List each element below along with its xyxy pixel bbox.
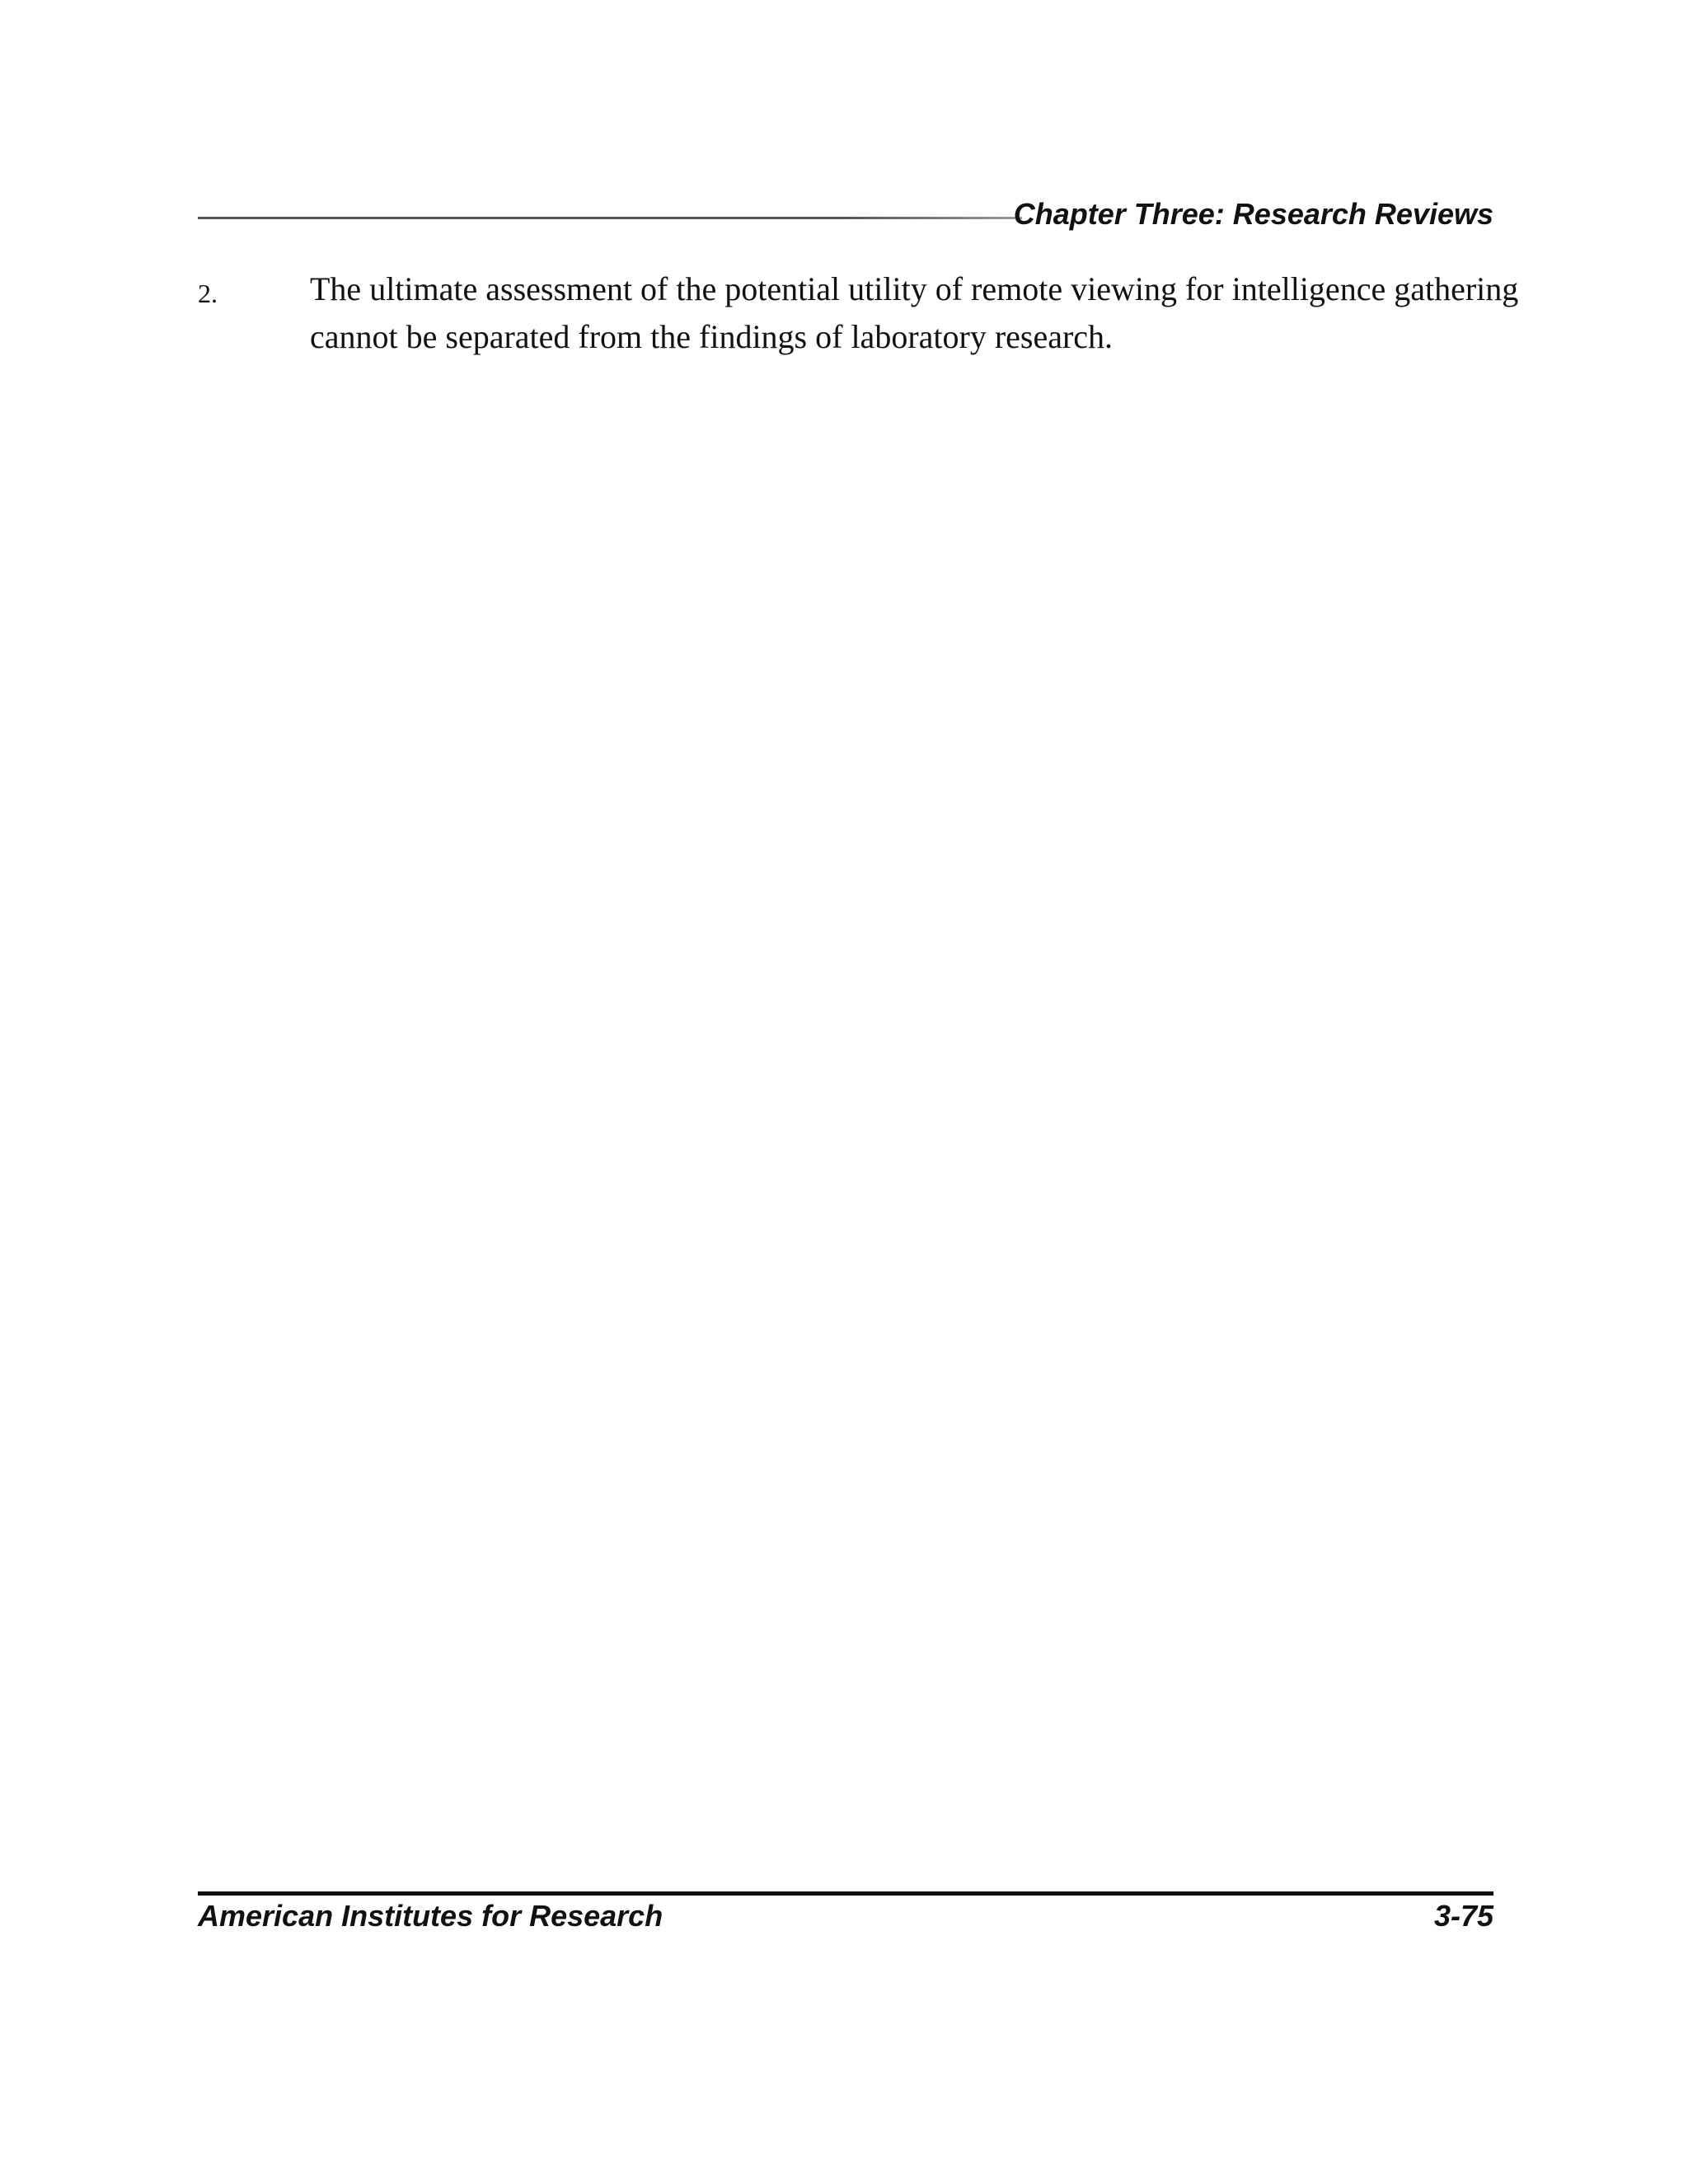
footer-organization: American Institutes for Research	[198, 1899, 663, 1933]
paragraph-number: 2.	[198, 279, 218, 308]
paragraph-text: The ultimate assessment of the potential utility of remote viewing for intelligence gathering cannot be separated from the findings of laboratory research.	[310, 270, 1519, 355]
footer-page-number: 3-75	[1433, 1899, 1493, 1933]
chapter-header-title: Chapter Three: Research Reviews	[1013, 197, 1493, 231]
header-divider	[198, 217, 1022, 219]
